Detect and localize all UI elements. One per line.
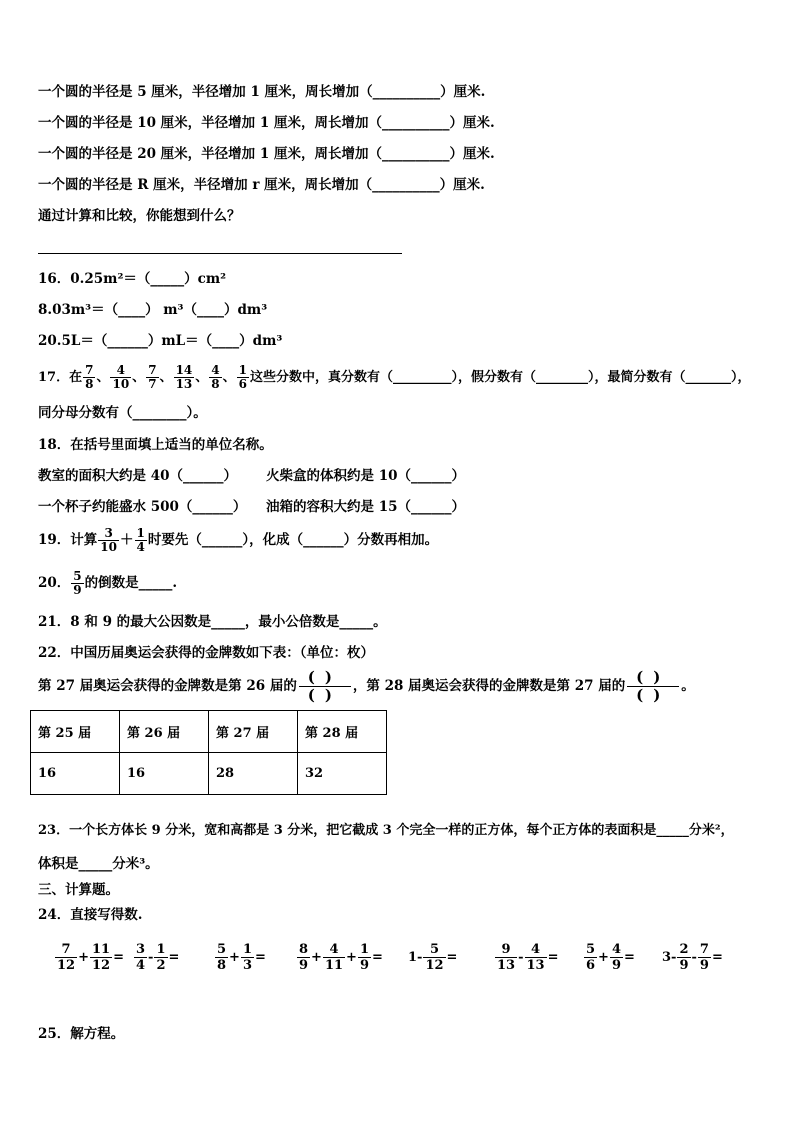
q17-line-2: 同分母分数有（________）。 [38, 405, 207, 421]
q22-statement: 第 27 届奥运会获得的金牌数是第 26 届的 () () ，第 28 届奥运会获得的金牌数是第 27 届的 () () 。 [38, 668, 695, 704]
q21-line: 21．8 和 9 的最大公因数是_____，最小公倍数是_____。 [38, 614, 387, 630]
answer-line [38, 253, 402, 254]
table-header: 第 27 届 [209, 711, 298, 753]
calc-item: $\frac{7}{12}$ + $\frac{11}{12}$ = [57, 942, 124, 973]
q17-suffix: 这些分数中，真分数有（_________），假分数有（________），最简分数有（_______）， [250, 370, 751, 385]
q15-line-4: 一个圆的半径是 R 厘米，半径增加 r 厘米，周长增加（__________）厘米. [38, 177, 485, 193]
q18-row1-left: 教室的面积大约是 40（______） [38, 468, 237, 484]
q25-title: 25．解方程。 [38, 1026, 125, 1042]
q15-line-1: 一个圆的半径是 5 厘米，半径增加 1 厘米，周长增加（__________）厘米. [38, 84, 486, 100]
table-header: 第 26 届 [120, 711, 209, 753]
q22-title: 22．中国历届奥运会获得的金牌数如下表：（单位：枚） [38, 645, 375, 661]
table-row [31, 753, 387, 795]
table-header: 第 25 届 [31, 711, 120, 753]
q18-row2-left: 一个杯子约能盛水 500（______） [38, 499, 247, 515]
q19-line: 19．计算 $\frac{3}{10}$ ＋ $\frac{1}{4}$ 时要先（______），化成（______）分数再相加。 [38, 526, 439, 554]
fraction: $\frac{1}{4}$ [136, 526, 145, 554]
fraction: $\frac{4}{8}$ [211, 363, 220, 391]
q23-line-1: 23．一个长方体长 9 分米，宽和高都是 3 分米，把它截成 3 个完全一样的正方体，每个正方体的表面积是_____分米²， [38, 823, 734, 838]
table-cell: 28 [209, 753, 298, 795]
calc-item: $\frac{9}{13}$ - $\frac{4}{13}$ = [497, 942, 559, 973]
calc-item: 3- $\frac{2}{9}$ - $\frac{7}{9}$ = [662, 942, 723, 973]
table-row [31, 711, 387, 753]
q16-line-2: 8.03m³＝（____） m³（____）dm³ [38, 302, 268, 318]
fraction: $\frac{5}{9}$ [73, 569, 82, 597]
fraction: $\frac{4}{10}$ [112, 363, 130, 391]
q15-line-3: 一个圆的半径是 20 厘米，半径增加 1 厘米，周长增加（__________）厘米. [38, 146, 495, 162]
section-heading: 三、计算题。 [38, 882, 119, 898]
medal-table [30, 710, 387, 795]
fraction: $\frac{7}{7}$ [148, 363, 157, 391]
calc-item: $\frac{8}{9}$ + $\frac{4}{11}$ + $\frac{1}{9}$ = [299, 942, 383, 973]
blank-fraction: () () [299, 669, 351, 704]
table-cell: 16 [31, 753, 120, 795]
q16-line-3: 20.5L＝（______）mL＝（____）dm³ [38, 333, 283, 349]
blank-fraction: () () [627, 669, 679, 704]
table-cell: 16 [120, 753, 209, 795]
q17-line-1: 17．在 $\frac{7}{8}$ 、 $\frac{4}{10}$ 、 $\frac{7}{7}$ 、 $\frac{14}{13}$ 、 $\frac{4}{8}$ 、 $\frac{1}{6}$ 这些分数中，真分数有（_________），假分数有（________），最简分数有（_______）， [38, 363, 751, 391]
calc-item: 1- $\frac{5}{12}$ = [408, 942, 458, 973]
fraction: $\frac{3}{10}$ [100, 526, 117, 554]
fraction: $\frac{7}{8}$ [85, 363, 94, 391]
calc-item: $\frac{5}{6}$ + $\frac{4}{9}$ = [586, 942, 635, 973]
table-cell: 32 [298, 753, 387, 795]
table-header: 第 28 届 [298, 711, 387, 753]
q16-line-1: 16．0.25m²＝（_____）cm² [38, 271, 227, 287]
q17-prefix: 17．在 [38, 370, 83, 385]
q18-row2-right: 油箱的容积大约是 15（______） [266, 499, 465, 515]
calc-item: $\frac{5}{8}$ + $\frac{1}{3}$ = [217, 942, 266, 973]
fraction: $\frac{14}{13}$ [175, 363, 193, 391]
q20-line: 20． $\frac{5}{9}$ 的倒数是_____. [38, 569, 178, 597]
q15-question: 通过计算和比较，你能想到什么？ [38, 208, 241, 224]
q23-line-2: 体积是_____分米³。 [38, 856, 159, 872]
calc-item: $\frac{3}{4}$ - $\frac{1}{2}$ = [136, 942, 180, 973]
q24-title: 24．直接写得数. [38, 907, 143, 923]
q15-line-2: 一个圆的半径是 10 厘米，半径增加 1 厘米，周长增加（__________）厘米. [38, 115, 495, 131]
q18-row1-right: 火柴盒的体积约是 10（______） [266, 468, 465, 484]
fraction: $\frac{1}{6}$ [238, 363, 248, 391]
q18-title: 18．在括号里面填上适当的单位名称。 [38, 437, 273, 453]
